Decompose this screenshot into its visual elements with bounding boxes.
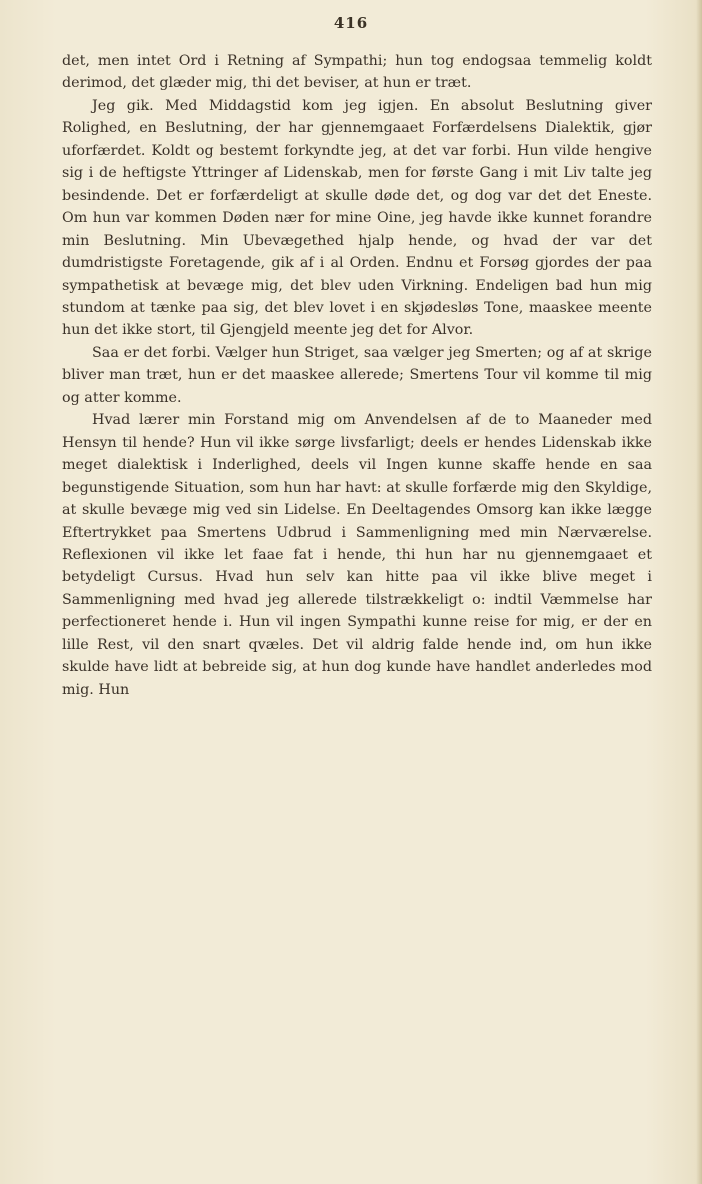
paragraph-3: Saa er det forbi. Vælger hun Striget, saa vælger jeg Smerten; og af at skrige bliver man træt, hun er det maaskee allerede; Smertens Tour vil komme til mig og atter komme. [62, 344, 652, 406]
body-text [62, 50, 652, 701]
page-edge-shadow [696, 0, 702, 1184]
paragraph-2: Jeg gik. Med Middagstid kom jeg igjen. En absolut Beslutning giver Rolighed, en Beslutning, der har gjennemgaaet Forfærdelsens Dialektik, gjør uforfærdet. Koldt og bestemt forkyndte jeg, at det var forbi. Hun vilde hengive sig i de heftigste Yttringer af Lidenskab, men for første Gang i mit Liv talte jeg besindende. Det er forfærdeligt at skulle døde det, og dog var det det Eneste. Om hun var kommen Døden nær for mine Oine, jeg havde ikke kunnet forandre min Beslutning. Min Ubevægethed hjalp hende, og hvad der var det dumdristigste Foretagende, gik af i al Orden. Endnu et Forsøg gjordes der paa sympathetisk at bevæge mig, det blev uden Virkning. Endeligen bad hun mig stundom at tænke paa sig, det blev lovet i en skjødesløs Tone, maaskee meente hun det ikke stort, til Gjengjeld meente jeg det for Alvor. [62, 97, 652, 339]
page-number: 416 [333, 14, 369, 32]
paragraph-4: Hvad lærer min Forstand mig om Anvendelsen af de to Maaneder med Hensyn til hende? Hun vil ikke sørge livsfarligt; deels er hendes Lidenskab ikke meget dialektisk i Inderlighed, deels vil Ingen kunne skaffe hende en saa begunstigende Situation, som hun har havt: at skulle forfærde mig den Skyldige, at skulle bevæge mig ved sin Lidelse. En Deeltagendes Omsorg kan ikke lægge Eftertrykket paa Smertens Udbrud i Sammenligning med min Nærværelse. Reflexionen vil ikke let faae fat i hende, thi hun har nu gjennemgaaet et betydeligt Cursus. Hvad hun selv kan hitte paa vil ikke blive meget i Sammenligning med hvad jeg allerede tilstrækkeligt o: indtil Væmmelse har perfectioneret hende i. Hun vil ingen Sympathi kunne reise for mig, er der en lille Rest, vil den snart qvæles. Det vil aldrig falde hende ind, om hun ikke skulde have lidt at bebreide sig, at hun dog kunde have handlet anderledes mod mig. Hun [62, 412, 652, 698]
paragraph-1: det, men intet Ord i Retning af Sympathi; hun tog endogsaa temmelig koldt derimod, det glæder mig, thi det beviser, at hun er træt. [62, 53, 652, 92]
